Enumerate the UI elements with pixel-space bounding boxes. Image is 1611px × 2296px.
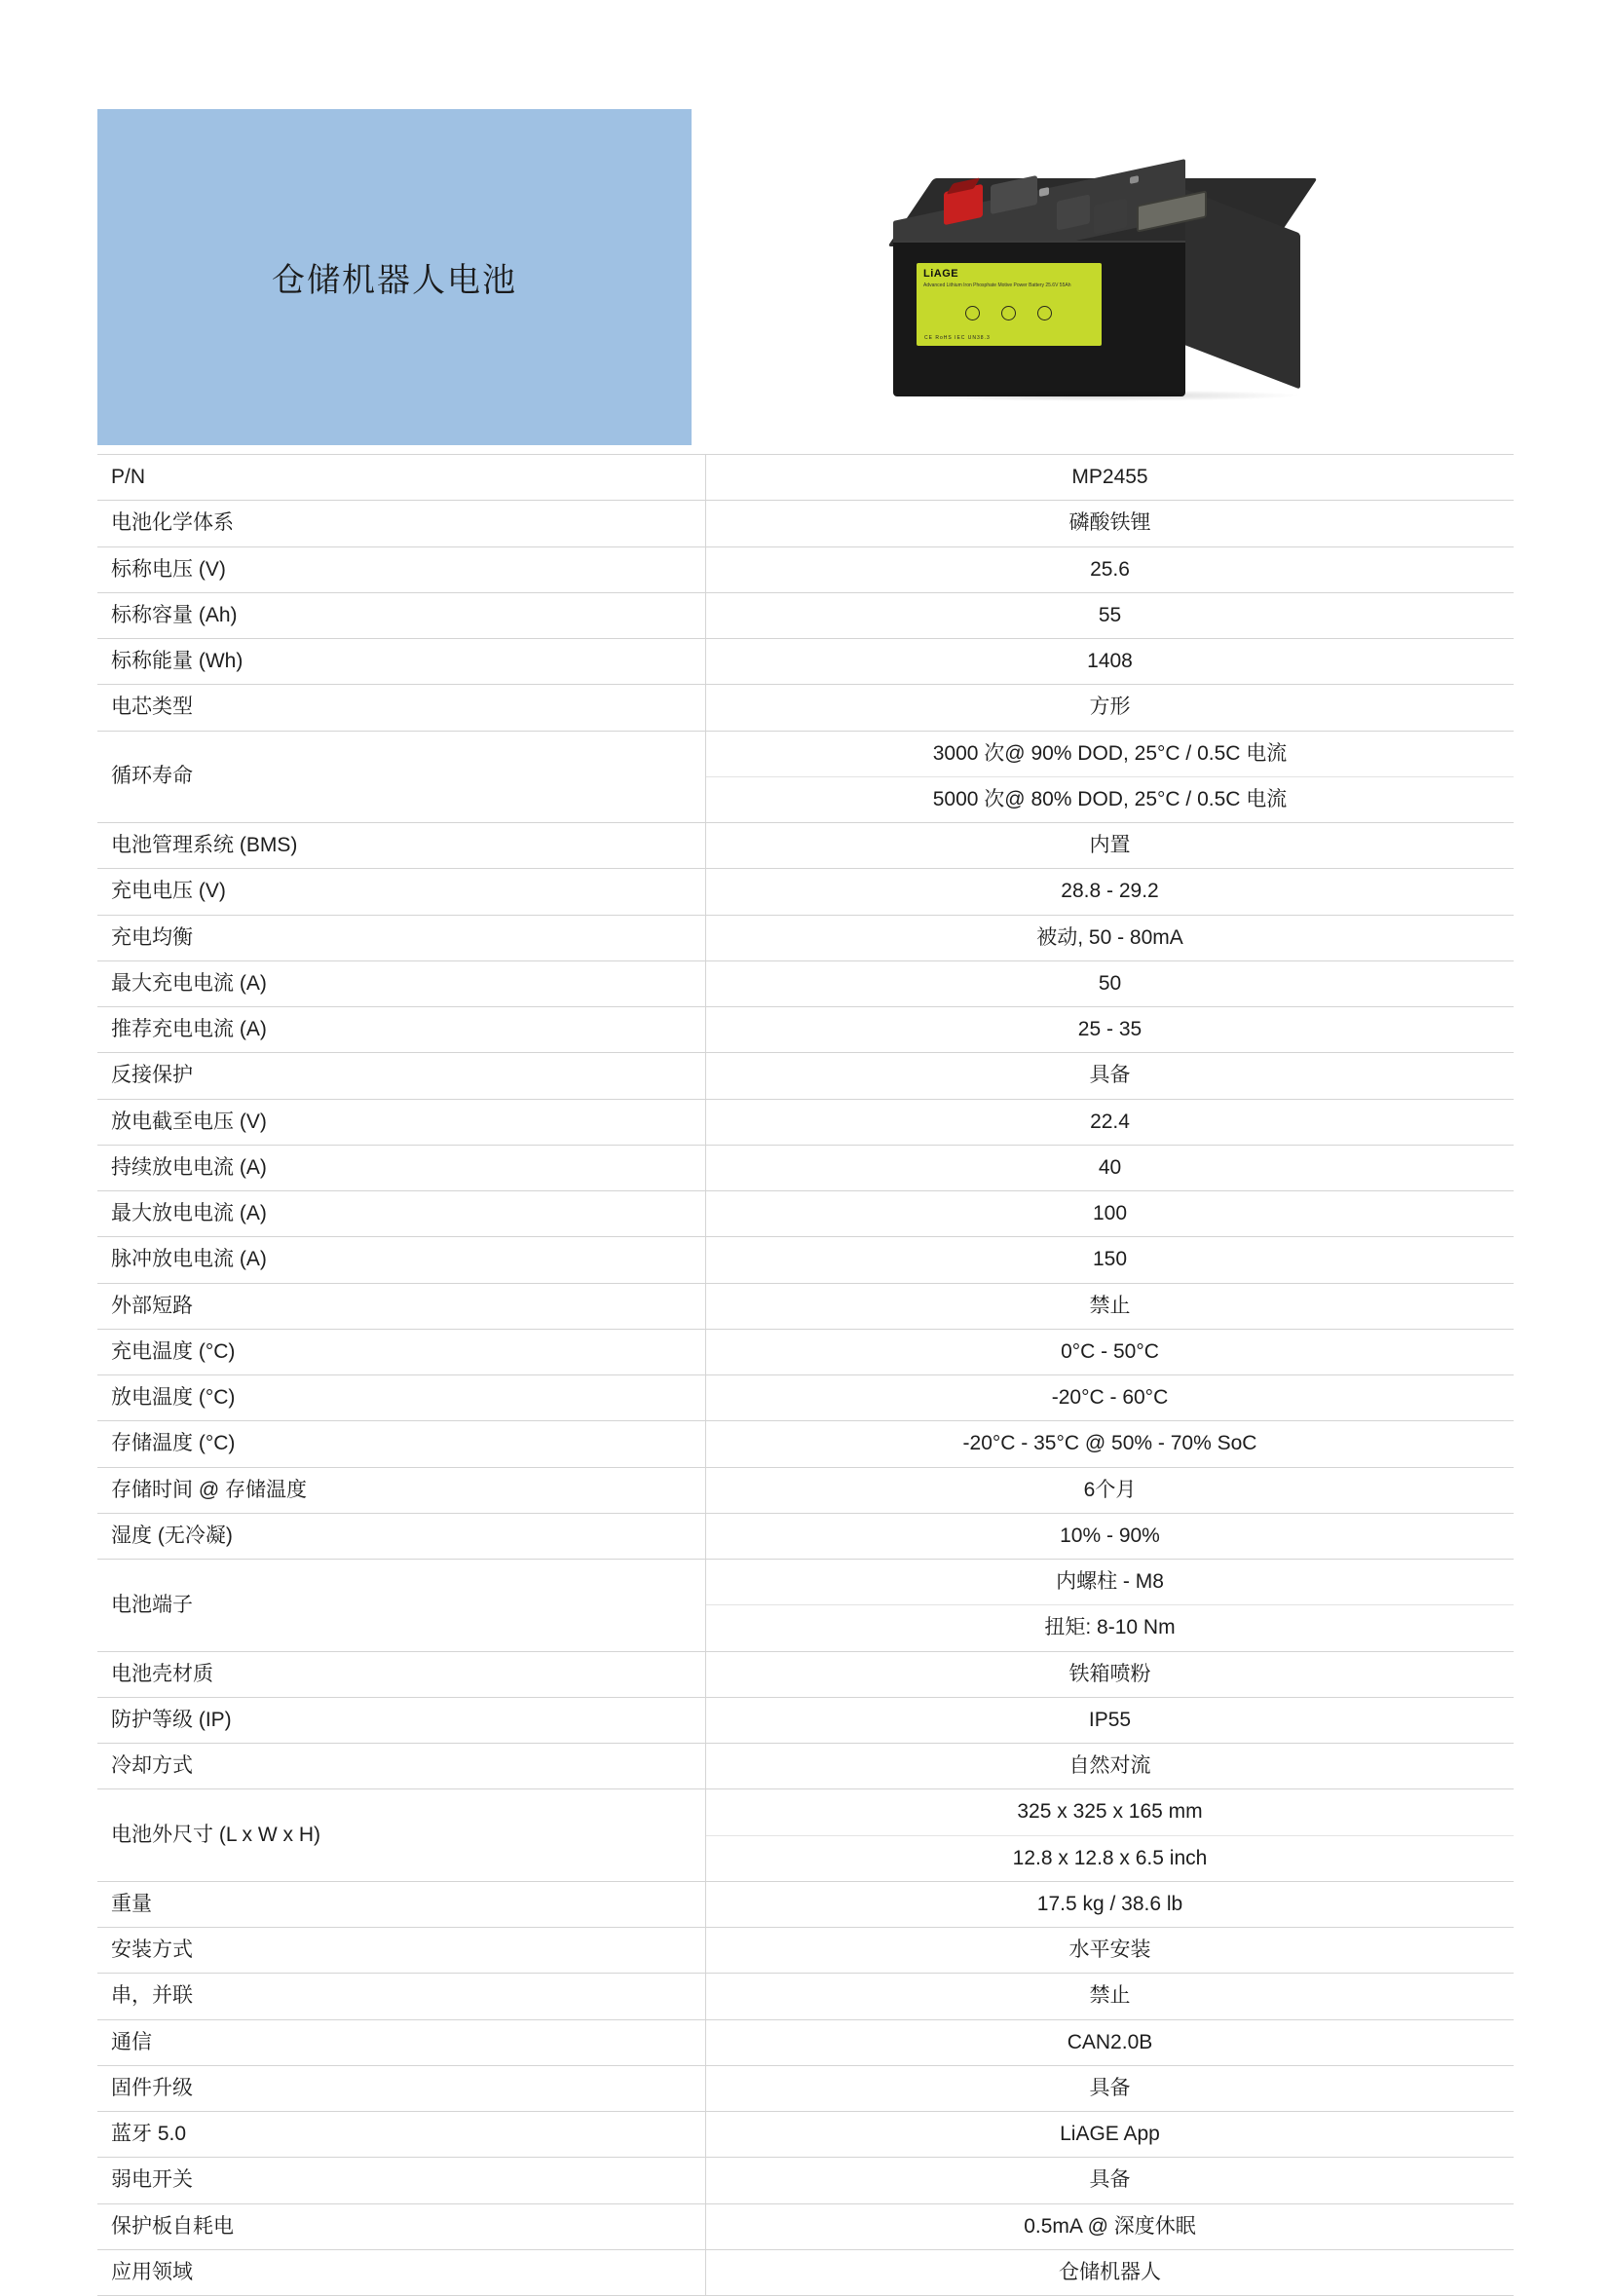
table-row bbox=[97, 1145, 1514, 1190]
spec-value: CAN2.0B bbox=[706, 2019, 1515, 2065]
spec-label: 电池化学体系 bbox=[97, 501, 706, 546]
table-row bbox=[97, 1789, 1514, 1835]
spec-value: 自然对流 bbox=[706, 1744, 1515, 1789]
table-row bbox=[97, 823, 1514, 869]
spec-label: 电池壳材质 bbox=[97, 1651, 706, 1697]
spec-label: 充电温度 (°C) bbox=[97, 1329, 706, 1374]
spec-label: 脉冲放电电流 (A) bbox=[97, 1237, 706, 1283]
spec-label: 串，并联 bbox=[97, 1974, 706, 2019]
spec-value: 铁箱喷粉 bbox=[706, 1651, 1515, 1697]
spec-label: 外部短路 bbox=[97, 1283, 706, 1329]
spec-label: 标称电压 (V) bbox=[97, 546, 706, 592]
spec-label: 重量 bbox=[97, 1881, 706, 1927]
product-label bbox=[917, 263, 1102, 346]
spec-value: 25 - 35 bbox=[706, 1007, 1515, 1053]
spec-label: 固件升级 bbox=[97, 2065, 706, 2111]
spec-value: 0°C - 50°C bbox=[706, 1329, 1515, 1374]
spec-value: 3000 次@ 90% DOD, 25°C / 0.5C 电流 bbox=[706, 731, 1515, 776]
spec-label: 放电截至电压 (V) bbox=[97, 1099, 706, 1145]
table-row bbox=[97, 731, 1514, 776]
spec-label: 最大放电电流 (A) bbox=[97, 1191, 706, 1237]
spec-label: 充电均衡 bbox=[97, 915, 706, 960]
table-row bbox=[97, 2249, 1514, 2295]
spec-value: 内螺柱 - M8 bbox=[706, 1560, 1515, 1605]
spec-value: 50 bbox=[706, 960, 1515, 1006]
table-row bbox=[97, 592, 1514, 638]
spec-label: 电芯类型 bbox=[97, 685, 706, 731]
spec-value: 5000 次@ 80% DOD, 25°C / 0.5C 电流 bbox=[706, 776, 1515, 822]
spec-value: 禁止 bbox=[706, 1283, 1515, 1329]
table-row bbox=[97, 2065, 1514, 2111]
table-row bbox=[97, 1974, 1514, 2019]
spec-label: 应用领域 bbox=[97, 2249, 706, 2295]
spec-label: 蓝牙 5.0 bbox=[97, 2112, 706, 2158]
spec-label: 安装方式 bbox=[97, 1928, 706, 1974]
table-row bbox=[97, 1329, 1514, 1374]
table-row bbox=[97, 1007, 1514, 1053]
table-row bbox=[97, 1467, 1514, 1513]
spec-value: 6个月 bbox=[706, 1467, 1515, 1513]
title-block bbox=[97, 109, 692, 445]
table-row bbox=[97, 1421, 1514, 1467]
brand-label: LiAGE bbox=[923, 267, 959, 280]
spec-label: 湿度 (无冷凝) bbox=[97, 1513, 706, 1559]
battery-product-photo bbox=[893, 151, 1312, 404]
spec-value: 0.5mA @ 深度休眠 bbox=[706, 2203, 1515, 2249]
indicator-circle-icon bbox=[1037, 306, 1052, 320]
spec-label: 存储温度 (°C) bbox=[97, 1421, 706, 1467]
table-row bbox=[97, 1053, 1514, 1099]
spec-label: 弱电开关 bbox=[97, 2158, 706, 2203]
table-row bbox=[97, 1513, 1514, 1559]
battery-front-edge bbox=[893, 241, 1185, 243]
spec-label: 标称容量 (Ah) bbox=[97, 592, 706, 638]
table-row bbox=[97, 1283, 1514, 1329]
spec-value: 方形 bbox=[706, 685, 1515, 731]
spec-value: 325 x 325 x 165 mm bbox=[706, 1789, 1515, 1835]
table-row bbox=[97, 1928, 1514, 1974]
spec-value: 17.5 kg / 38.6 lb bbox=[706, 1881, 1515, 1927]
spec-label: 通信 bbox=[97, 2019, 706, 2065]
spec-value: 仓储机器人 bbox=[706, 2249, 1515, 2295]
spec-value: 100 bbox=[706, 1191, 1515, 1237]
spec-label: 保护板自耗电 bbox=[97, 2203, 706, 2249]
label-indicator-icons bbox=[965, 306, 1052, 320]
table-row bbox=[97, 1560, 1514, 1605]
table-row bbox=[97, 1651, 1514, 1697]
spec-value: 150 bbox=[706, 1237, 1515, 1283]
spec-value: 具备 bbox=[706, 2065, 1515, 2111]
table-row bbox=[97, 1697, 1514, 1743]
spec-value: IP55 bbox=[706, 1697, 1515, 1743]
spec-value: 磷酸铁锂 bbox=[706, 501, 1515, 546]
spec-value: 28.8 - 29.2 bbox=[706, 869, 1515, 915]
spec-value: 禁止 bbox=[706, 1974, 1515, 2019]
table-row bbox=[97, 2158, 1514, 2203]
page-title: 仓储机器人电池 bbox=[272, 263, 517, 299]
spec-label: 存储时间 @ 存储温度 bbox=[97, 1467, 706, 1513]
table-row bbox=[97, 455, 1514, 501]
table-row bbox=[97, 1881, 1514, 1927]
spec-label: 持续放电电流 (A) bbox=[97, 1145, 706, 1190]
table-row bbox=[97, 685, 1514, 731]
table-row bbox=[97, 915, 1514, 960]
indicator-circle-icon bbox=[965, 306, 980, 320]
specification-table bbox=[97, 454, 1514, 2296]
product-image-block bbox=[692, 109, 1514, 445]
terminal-screw-2-icon bbox=[1130, 175, 1139, 184]
table-row bbox=[97, 960, 1514, 1006]
table-row bbox=[97, 1099, 1514, 1145]
spec-label: 防护等级 (IP) bbox=[97, 1697, 706, 1743]
table-row bbox=[97, 1744, 1514, 1789]
spec-label: P/N bbox=[97, 455, 706, 501]
spec-label: 电池外尺寸 (L x W x H) bbox=[97, 1789, 706, 1882]
spec-label: 电池端子 bbox=[97, 1560, 706, 1652]
spec-label: 放电温度 (°C) bbox=[97, 1375, 706, 1421]
table-row bbox=[97, 1237, 1514, 1283]
spec-value: -20°C - 60°C bbox=[706, 1375, 1515, 1421]
spec-value: 25.6 bbox=[706, 546, 1515, 592]
spec-label: 循环寿命 bbox=[97, 731, 706, 823]
spec-value: 40 bbox=[706, 1145, 1515, 1190]
spec-label: 电池管理系统 (BMS) bbox=[97, 823, 706, 869]
spec-value: 内置 bbox=[706, 823, 1515, 869]
certification-marks: CE RoHS IEC UN38.3 bbox=[924, 334, 991, 341]
spec-value: 10% - 90% bbox=[706, 1513, 1515, 1559]
document-header bbox=[97, 109, 1514, 445]
table-row bbox=[97, 2203, 1514, 2249]
table-row bbox=[97, 2112, 1514, 2158]
label-subtitle: Advanced Lithium Iron Phosphate Motive Power Battery 25.6V 55Ah bbox=[923, 282, 1071, 288]
spec-label: 最大充电电流 (A) bbox=[97, 960, 706, 1006]
spec-value: 22.4 bbox=[706, 1099, 1515, 1145]
table-row bbox=[97, 501, 1514, 546]
spec-label: 反接保护 bbox=[97, 1053, 706, 1099]
spec-label: 标称能量 (Wh) bbox=[97, 639, 706, 685]
spec-value: 12.8 x 12.8 x 6.5 inch bbox=[706, 1835, 1515, 1881]
battery-shadow bbox=[893, 390, 1302, 401]
spec-value: -20°C - 35°C @ 50% - 70% SoC bbox=[706, 1421, 1515, 1467]
spec-value: LiAGE App bbox=[706, 2112, 1515, 2158]
spec-value: 扭矩: 8-10 Nm bbox=[706, 1605, 1515, 1651]
spec-label: 推荐充电电流 (A) bbox=[97, 1007, 706, 1053]
spec-value: 具备 bbox=[706, 1053, 1515, 1099]
table-row bbox=[97, 869, 1514, 915]
table-row bbox=[97, 639, 1514, 685]
spec-label: 充电电压 (V) bbox=[97, 869, 706, 915]
table-row bbox=[97, 546, 1514, 592]
table-row bbox=[97, 1375, 1514, 1421]
table-row bbox=[97, 1191, 1514, 1237]
terminal-screw-icon bbox=[1039, 186, 1049, 196]
spec-value: 水平安装 bbox=[706, 1928, 1515, 1974]
indicator-circle-icon bbox=[1001, 306, 1016, 320]
spec-value: 具备 bbox=[706, 2158, 1515, 2203]
spec-label: 冷却方式 bbox=[97, 1744, 706, 1789]
spec-value: MP2455 bbox=[706, 455, 1515, 501]
spec-value: 被动, 50 - 80mA bbox=[706, 915, 1515, 960]
spec-value: 1408 bbox=[706, 639, 1515, 685]
table-row bbox=[97, 2019, 1514, 2065]
spec-value: 55 bbox=[706, 592, 1515, 638]
